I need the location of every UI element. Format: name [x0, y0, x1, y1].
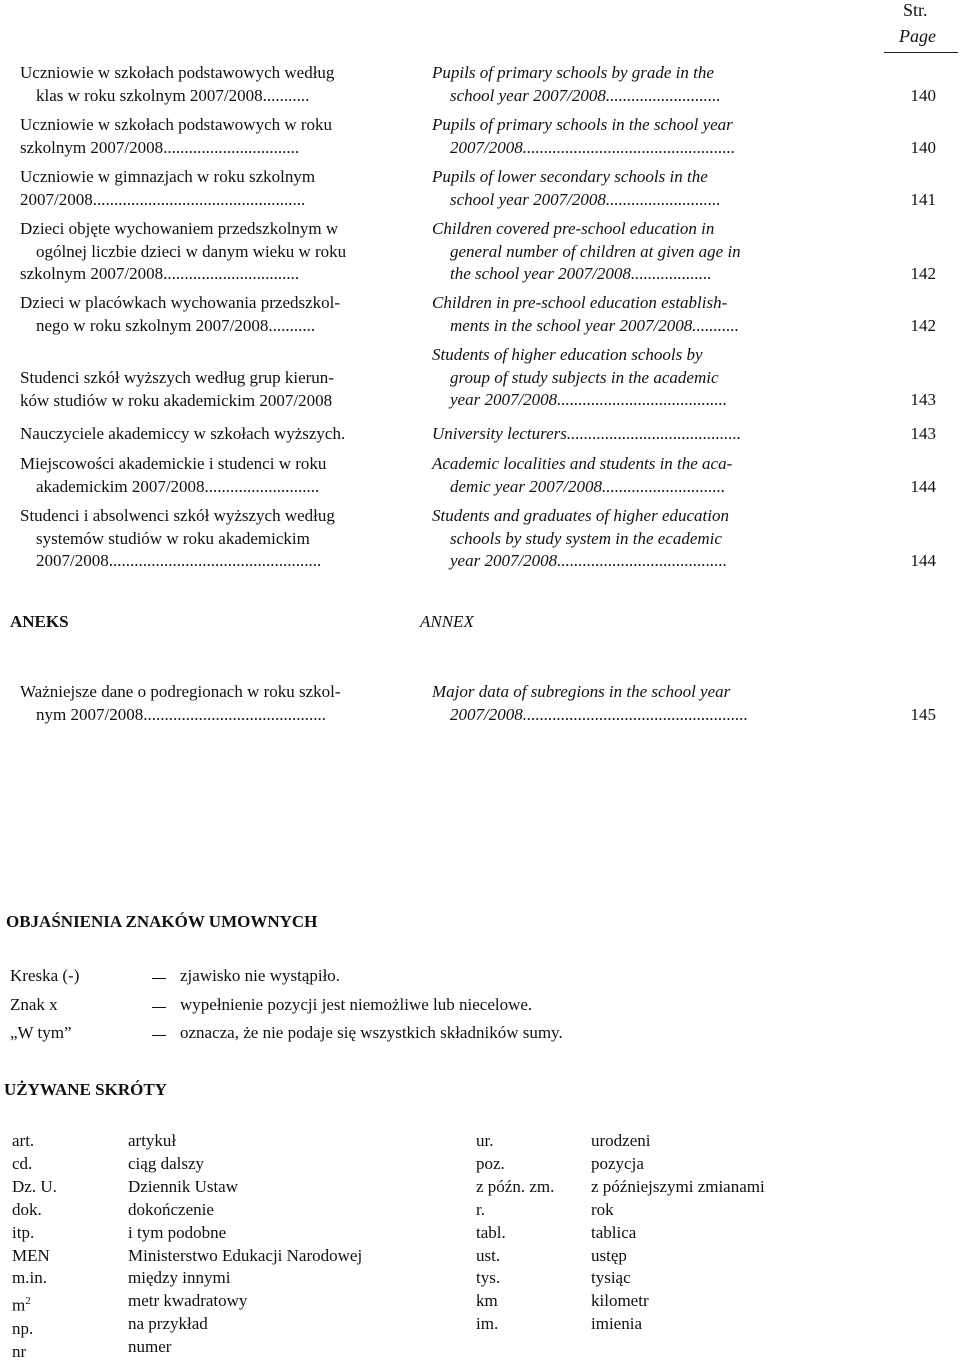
toc-page-number[interactable]: 140	[910, 137, 936, 157]
abbr-right-terms	[476, 1130, 554, 1336]
toc-line: szkolnym 2007/2008................................	[20, 137, 300, 157]
abbr-full: z późniejszymi zmianami	[591, 1176, 765, 1196]
toc-line: school year 2007/2008...........................	[450, 85, 721, 105]
abbr-full: tysiąc	[591, 1268, 631, 1288]
toc-line: nego w roku szkolnym 2007/2008...........	[36, 315, 316, 335]
abbr-term: ust.	[476, 1245, 501, 1265]
toc-line: akademickim 2007/2008...........................	[36, 476, 320, 496]
abbr-term: poz.	[476, 1153, 505, 1173]
toc-entry-pl[interactable]	[20, 423, 405, 446]
annex-entry-pl[interactable]	[20, 681, 405, 726]
toc-line: systemów studiów w roku akademickim	[36, 528, 310, 548]
toc-line: Students of higher education schools by	[432, 345, 703, 364]
abbr-term: im.	[476, 1314, 499, 1334]
toc-line: the school year 2007/2008...................	[450, 264, 712, 283]
abbr-term: z późn. zm.	[476, 1176, 555, 1196]
toc-line: general number of children at given age in	[450, 241, 741, 261]
symbols-title: OBJAŚNIENIA ZNAKÓW UMOWNYCH	[6, 912, 318, 931]
toc-line: Pupils of lower secondary schools in the	[432, 167, 708, 186]
toc-line: Children in pre-school education establish-	[432, 293, 728, 312]
abbr-full: ustęp	[591, 1245, 627, 1265]
toc-line: group of study subjects in the academic	[450, 367, 719, 387]
abbr-full: artykuł	[128, 1131, 177, 1150]
toc-line: Uczniowie w szkołach podstawowych w roku	[20, 115, 333, 134]
toc-line: Dzieci w placówkach wychowania przedszkol-	[20, 293, 341, 312]
header-str: Str.	[903, 0, 928, 20]
abbr-full: urodzeni	[591, 1131, 651, 1150]
toc-line: University lecturers.........................................	[432, 424, 742, 443]
toc-line: 2007/2008..................................................	[36, 551, 322, 570]
toc-line: klas w roku szkolnym 2007/2008...........	[36, 85, 310, 105]
abbr-term: np.	[12, 1318, 34, 1338]
toc-line: Uczniowie w szkołach podstawowych według	[20, 63, 335, 82]
abbr-term: nr	[12, 1341, 27, 1361]
toc-entry-pl[interactable]	[20, 166, 405, 211]
toc-entry-pl[interactable]	[20, 367, 405, 412]
symbol-term: Kreska (-)	[10, 966, 80, 985]
abbr-full: metr kwadratowy	[128, 1291, 248, 1311]
abbr-full: numer	[128, 1337, 172, 1357]
abbreviations-title: UŻYWANE SKRÓTY	[4, 1080, 167, 1099]
abbr-full: Ministerstwo Edukacji Narodowej	[128, 1245, 363, 1265]
toc-entry-pl[interactable]	[20, 453, 405, 498]
toc-line: 2007/2008..................................................	[20, 189, 306, 209]
toc-entry-pl[interactable]	[20, 505, 405, 573]
toc-line: ków studiów w roku akademickim 2007/2008	[20, 390, 333, 410]
toc-line: Academic localities and students in the aca-	[432, 454, 733, 473]
toc-line: Studenci szkół wyższych według grup kierun-	[20, 368, 334, 387]
toc-page-number[interactable]: 141	[910, 189, 936, 209]
toc-line: Pupils of primary schools in the school year	[432, 115, 733, 134]
toc-line: 2007/2008.....................................................	[450, 704, 748, 724]
toc-line: Students and graduates of higher education	[432, 506, 730, 525]
toc-page-number[interactable]: 142	[910, 315, 936, 335]
annex-title-en: ANNEX	[420, 612, 474, 631]
symbol-term: Znak x	[10, 995, 58, 1014]
toc-line: ogólnej liczbie dzieci w danym wieku w roku	[36, 241, 347, 261]
toc-line: szkolnym 2007/2008................................	[20, 264, 300, 283]
toc-line: Children covered pre-school education in	[432, 219, 715, 238]
abbr-term: itp.	[12, 1222, 35, 1242]
toc-entry-en[interactable]	[432, 453, 802, 498]
abbr-term: art.	[12, 1131, 35, 1150]
symbol-term: „W tym”	[10, 1023, 72, 1042]
toc-page-number[interactable]: 140	[910, 85, 936, 105]
header-underline	[884, 52, 958, 53]
toc-entry-pl[interactable]	[20, 292, 405, 337]
symbol-dash	[152, 978, 166, 979]
abbr-left-full	[128, 1130, 362, 1359]
toc-line: schools by study system in the ecademic	[450, 528, 722, 548]
toc-entry-pl[interactable]	[20, 218, 405, 286]
abbr-full: między innymi	[128, 1268, 231, 1288]
toc-entry-pl[interactable]	[20, 114, 405, 159]
abbr-left-terms	[12, 1130, 57, 1364]
toc-line: ments in the school year 2007/2008...........	[450, 315, 739, 335]
toc-entry-en[interactable]	[432, 62, 802, 107]
toc-line: demic year 2007/2008.............................	[450, 476, 726, 496]
abbr-term: cd.	[12, 1153, 33, 1173]
annex-title-pl: ANEKS	[10, 612, 69, 631]
toc-line: Nauczyciele akademiccy w szkołach wyższych.	[20, 424, 346, 443]
abbr-right-full	[591, 1130, 765, 1336]
abbr-term: tabl.	[476, 1222, 506, 1242]
abbr-term-base: m	[12, 1296, 26, 1315]
toc-line: Major data of subregions in the school year	[432, 682, 731, 701]
abbr-full: pozycja	[591, 1153, 644, 1173]
toc-line: year 2007/2008........................................	[450, 390, 728, 409]
abbr-term: dok.	[12, 1199, 42, 1219]
abbr-full: imienia	[591, 1314, 642, 1334]
toc-entry-en[interactable]	[432, 505, 802, 573]
toc-line: Studenci i absolwenci szkół wyższych według	[20, 506, 335, 525]
abbr-term: tys.	[476, 1268, 501, 1288]
abbr-full: i tym podobne	[128, 1222, 227, 1242]
abbr-term: m.in.	[12, 1268, 47, 1288]
abbr-full: na przykład	[128, 1314, 208, 1334]
abbr-term-sup: 2	[25, 1295, 31, 1308]
annex-entry-en[interactable]	[432, 681, 802, 726]
symbol-desc: zjawisko nie wystąpiło.	[180, 966, 341, 985]
toc-entry-en[interactable]	[432, 166, 802, 211]
abbr-full: tablica	[591, 1222, 637, 1242]
abbr-term: r.	[476, 1199, 485, 1219]
symbol-desc: wypełnienie pozycji jest niemożliwe lub niecelowe.	[180, 995, 533, 1014]
abbr-term	[12, 1290, 57, 1318]
abbr-term: Dz. U.	[12, 1176, 57, 1196]
toc-line: Pupils of primary schools by grade in the	[432, 63, 714, 82]
toc-page-number[interactable]: 144	[910, 476, 936, 496]
toc-line: year 2007/2008........................................	[450, 551, 728, 570]
toc-line: nym 2007/2008...........................................	[36, 704, 326, 724]
toc-page-number[interactable]: 143	[910, 424, 936, 443]
abbr-full: ciąg dalszy	[128, 1153, 204, 1173]
abbr-full: rok	[591, 1199, 614, 1219]
toc-line: Miejscowości akademickie i studenci w roku	[20, 454, 327, 473]
abbr-full: kilometr	[591, 1291, 649, 1311]
toc-page-number[interactable]: 142	[910, 264, 936, 283]
toc-page-number[interactable]: 144	[910, 551, 936, 570]
symbol-dash	[152, 1035, 166, 1036]
toc-entry-en[interactable]	[432, 423, 802, 446]
symbol-dash	[152, 1007, 166, 1008]
toc-line: 2007/2008..................................................	[450, 137, 736, 157]
toc-entry-en[interactable]	[432, 114, 802, 159]
toc-entry-en[interactable]	[432, 218, 802, 286]
abbr-term: ur.	[476, 1131, 494, 1150]
abbr-term: km	[476, 1291, 498, 1311]
symbol-desc: oznacza, że nie podaje się wszystkich składników sumy.	[180, 1023, 563, 1042]
toc-line: Uczniowie w gimnazjach w roku szkolnym	[20, 167, 316, 186]
abbr-full: dokończenie	[128, 1199, 214, 1219]
abbr-term: MEN	[12, 1245, 50, 1265]
toc-line: school year 2007/2008...........................	[450, 189, 721, 209]
toc-entry-pl[interactable]	[20, 62, 405, 107]
toc-line: Ważniejsze dane o podregionach w roku szkol-	[20, 682, 341, 701]
abbr-full: Dziennik Ustaw	[128, 1176, 239, 1196]
header-page: Page	[899, 26, 936, 46]
toc-entry-en[interactable]	[432, 344, 802, 412]
toc-page-number[interactable]: 143	[910, 390, 936, 409]
toc-entry-en[interactable]	[432, 292, 802, 337]
toc-line: Dzieci objęte wychowaniem przedszkolnym w	[20, 219, 339, 238]
annex-page-number[interactable]: 145	[910, 704, 936, 724]
